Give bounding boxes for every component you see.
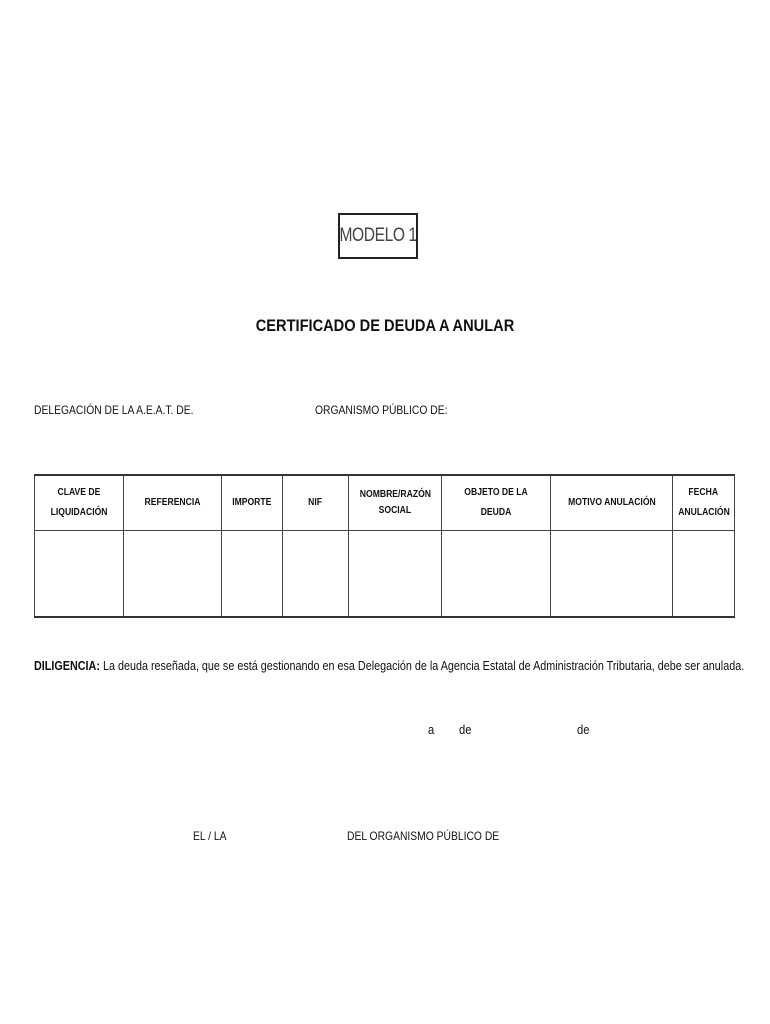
header-text: NOMBRE/RAZÓN bbox=[359, 489, 431, 500]
col-objeto-deuda bbox=[442, 475, 551, 531]
col-motivo-anulacion bbox=[551, 475, 673, 531]
document-title: CERTIFICADO DE DEUDA A ANULAR bbox=[255, 316, 515, 335]
table-row bbox=[35, 531, 735, 618]
date-a: a bbox=[428, 722, 435, 737]
diligencia-paragraph bbox=[34, 658, 744, 673]
col-clave-liquidacion bbox=[35, 475, 124, 531]
cell-fecha-anulacion[interactable] bbox=[673, 531, 735, 618]
signature-el-la: EL / LA bbox=[193, 829, 227, 843]
col-referencia bbox=[124, 475, 222, 531]
header-text: SOCIAL bbox=[378, 505, 412, 516]
cell-importe[interactable] bbox=[222, 531, 283, 618]
table-header-row bbox=[35, 475, 735, 531]
cell-referencia[interactable] bbox=[124, 531, 222, 618]
date-de-year: de bbox=[577, 722, 590, 737]
modelo-box bbox=[338, 213, 418, 259]
col-nif bbox=[283, 475, 349, 531]
diligencia-label: DILIGENCIA: bbox=[34, 658, 100, 673]
col-nombre-razon-social bbox=[349, 475, 442, 531]
cell-objeto-deuda[interactable] bbox=[442, 531, 551, 618]
header-text: IMPORTE bbox=[232, 497, 272, 508]
date-de-month: de bbox=[459, 722, 472, 737]
signature-organismo: DEL ORGANISMO PÚBLICO DE bbox=[347, 829, 500, 843]
header-text: LIQUIDACIÓN bbox=[50, 507, 108, 518]
organismo-label: ORGANISMO PÚBLICO DE: bbox=[315, 403, 448, 417]
header-text: REFERENCIA bbox=[144, 497, 201, 508]
modelo-label: MODELO 1 bbox=[339, 225, 417, 246]
cell-nif[interactable] bbox=[283, 531, 349, 618]
cell-clave-liquidacion[interactable] bbox=[35, 531, 124, 618]
col-importe bbox=[222, 475, 283, 531]
delegacion-label: DELEGACIÓN DE LA A.E.A.T. DE. bbox=[34, 403, 194, 417]
diligencia-text: La deuda reseñada, que se está gestionando en esa Delegación de la Agencia Estatal de Administración Tributaria, debe ser anulada. bbox=[99, 658, 745, 673]
header-text: FECHA bbox=[688, 487, 719, 498]
header-text: OBJETO DE LA DEUDA bbox=[464, 487, 528, 518]
cell-nombre-razon-social[interactable] bbox=[349, 531, 442, 618]
debt-table bbox=[34, 474, 735, 618]
header-text: NIF bbox=[308, 497, 323, 508]
header-text: CLAVE DE bbox=[57, 487, 101, 498]
cell-motivo-anulacion[interactable] bbox=[551, 531, 673, 618]
header-text: MOTIVO ANULACIÓN bbox=[567, 497, 656, 508]
col-fecha-anulacion bbox=[673, 475, 735, 531]
header-text: ANULACIÓN bbox=[677, 507, 730, 518]
